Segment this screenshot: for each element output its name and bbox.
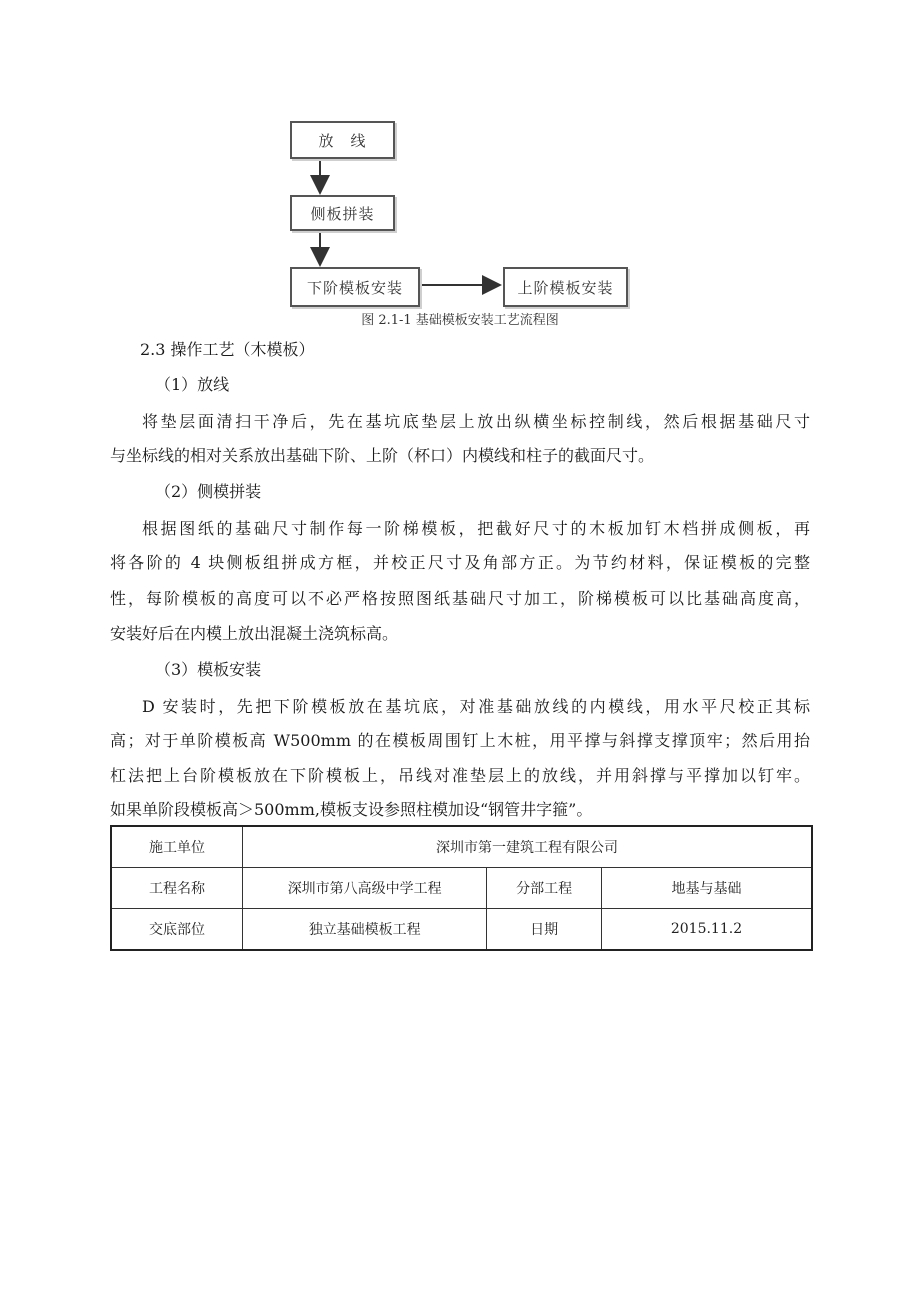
paragraph-line: 与坐标线的相对关系放出基础下阶、上阶（杯口）内模线和柱子的截面尺寸。 <box>110 446 655 465</box>
table-row <box>111 909 812 951</box>
value-sub-project: 地基与基础 <box>601 868 812 909</box>
flow-step-fangxian: 放 线 <box>290 121 395 159</box>
item-title-1: （1）放线 <box>155 375 230 394</box>
flow-step-upper-formwork: 上阶模板安装 <box>503 267 628 307</box>
paragraph-line: D 安装时，先把下阶模板放在基坑底，对准基础放线的内模线，用水平尺校正其标 <box>142 697 810 716</box>
paragraph-line: 根据图纸的基础尺寸制作每一阶梯模板，把截好尺寸的木板加钉木档拼成侧板，再 <box>142 519 810 538</box>
section-heading: 2.3 操作工艺（木模板） <box>140 340 315 359</box>
paragraph-line: 将垫层面清扫干净后，先在基坑底垫层上放出纵横坐标控制线，然后根据基础尺寸 <box>142 412 810 431</box>
flow-step-side-panel-assembly: 侧板拼装 <box>290 195 395 231</box>
paragraph-line: 安装好后在内模上放出混凝土浇筑标高。 <box>110 624 399 643</box>
value-handover-part: 独立基础模板工程 <box>243 909 487 951</box>
paragraph-line: 杠法把上台阶模板放在下阶模板上，吊线对准垫层上的放线，并用斜撑与平撑加以钉牢。 <box>110 766 810 785</box>
label-handover-part: 交底部位 <box>111 909 243 951</box>
flowchart-connectors <box>0 0 920 320</box>
label-sub-project: 分部工程 <box>487 868 602 909</box>
value-project-name: 深圳市第八高级中学工程 <box>243 868 487 909</box>
label-project-name: 工程名称 <box>111 868 243 909</box>
label-construction-unit: 施工单位 <box>111 826 243 868</box>
figure-caption: 图 2.1-1 基础模板安装工艺流程图 <box>361 313 559 328</box>
table-row <box>111 826 812 868</box>
item-title-3: （3）模板安装 <box>155 660 262 679</box>
table-row <box>111 868 812 909</box>
item-title-2: （2）侧模拼装 <box>155 482 262 501</box>
label-date: 日期 <box>487 909 602 951</box>
value-construction-unit: 深圳市第一建筑工程有限公司 <box>243 826 812 868</box>
paragraph-line: 如果单阶段模板高＞500mm,模板支设参照柱模加设“钢管井字箍”。 <box>110 800 593 819</box>
paragraph-line: 高；对于单阶模板高 W500mm 的在模板周围钉上木桩，用平撑与斜撑支撑顶牢；然后用抬 <box>110 731 810 750</box>
paragraph-line: 将各阶的 4 块侧板组拼成方框，并校正尺寸及角部方正。为节约材料，保证模板的完整 <box>110 553 810 572</box>
flow-step-lower-formwork: 下阶模板安装 <box>290 267 420 307</box>
project-info-table <box>110 825 813 951</box>
paragraph-line: 性，每阶模板的高度可以不必严格按照图纸基础尺寸加工，阶梯模板可以比基础高度高， <box>110 589 810 608</box>
value-date: 2015.11.2 <box>601 909 812 951</box>
